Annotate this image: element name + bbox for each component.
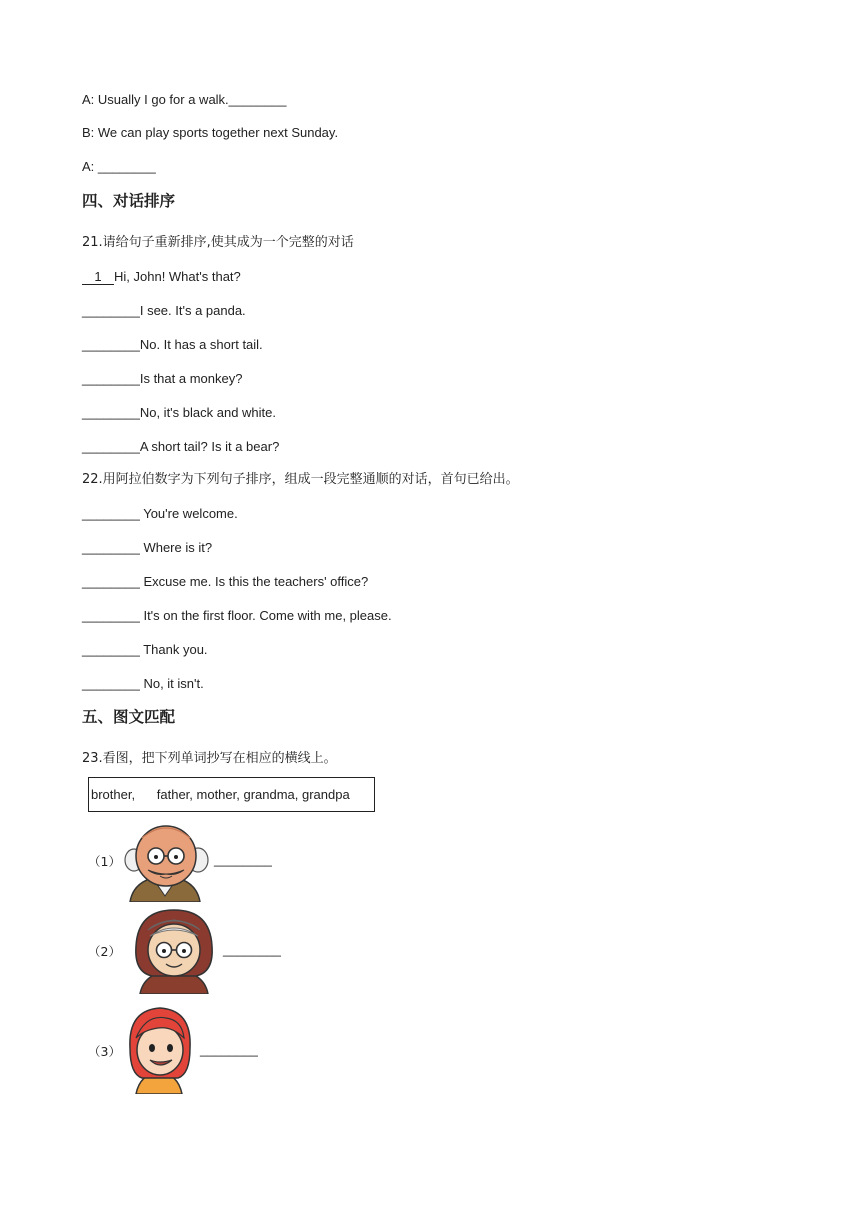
girl-cartoon-icon bbox=[122, 1004, 196, 1094]
q21-item: ________No, it's black and white. bbox=[82, 405, 276, 420]
dialogue-line-3: A: ________ bbox=[82, 159, 156, 174]
section-4-title: 四、对话排序 bbox=[82, 192, 176, 210]
q21-item: ________A short tail? Is it a bear? bbox=[82, 439, 280, 454]
picture-2-label: （2） bbox=[88, 944, 121, 959]
dialogue-line-1: A: Usually I go for a walk.________ bbox=[82, 92, 287, 107]
q22-item: ________ Excuse me. Is this the teachers' office? bbox=[82, 574, 369, 589]
q22-item: ________ Thank you. bbox=[82, 642, 208, 657]
q22-item: ________ It's on the first floor. Come with me, please. bbox=[82, 608, 392, 623]
picture-3-label: （3） bbox=[88, 1044, 121, 1059]
grandpa-cartoon-icon bbox=[120, 816, 210, 902]
q22-item: ________ Where is it? bbox=[82, 540, 213, 555]
grandma-cartoon-icon bbox=[126, 906, 222, 994]
q21-first-number: 1 bbox=[82, 269, 114, 285]
word-box: brother, father, mother, grandma, grandpa bbox=[88, 777, 375, 812]
q21-item: ________Is that a monkey? bbox=[82, 371, 243, 386]
q21-first-item bbox=[82, 268, 241, 286]
picture-3-blank: ________ bbox=[200, 1042, 258, 1057]
q21-item: ________I see. It's a panda. bbox=[82, 303, 246, 318]
q21-item: ________No. It has a short tail. bbox=[82, 337, 263, 352]
q22-item: ________ You're welcome. bbox=[82, 506, 238, 521]
q22-prompt: 22.用阿拉伯数字为下列句子排序，组成一段完整通顺的对话，首句已给出。 bbox=[82, 472, 519, 487]
q23-prompt: 23.看图，把下列单词抄写在相应的横线上。 bbox=[82, 751, 337, 766]
q21-first-text: Hi, John! What's that? bbox=[114, 269, 241, 284]
section-5-title: 五、图文匹配 bbox=[82, 708, 176, 726]
picture-1-label: （1） bbox=[88, 854, 121, 869]
picture-1-blank: ________ bbox=[214, 852, 272, 867]
q22-item: ________ No, it isn't. bbox=[82, 676, 204, 691]
dialogue-line-2: B: We can play sports together next Sunday. bbox=[82, 125, 339, 140]
q21-prompt: 21.请给句子重新排序,使其成为一个完整的对话 bbox=[82, 235, 354, 250]
picture-2-blank: ________ bbox=[223, 942, 281, 957]
